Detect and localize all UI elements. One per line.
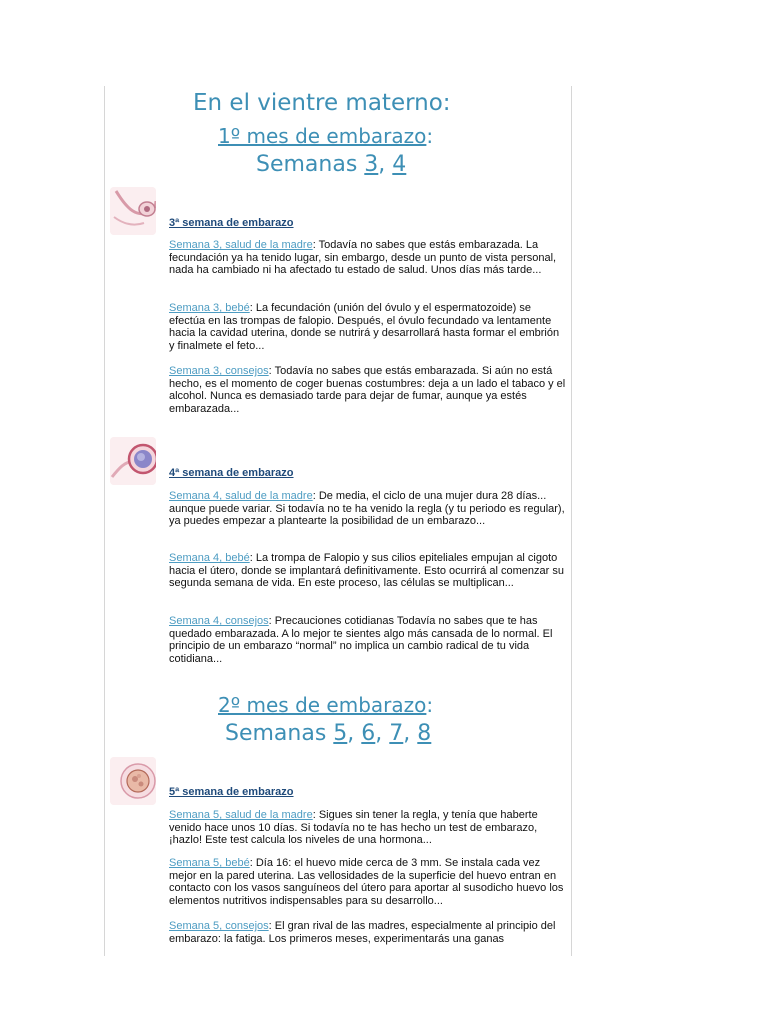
paragraph-week3-mother [169, 239, 567, 277]
text-week3-advice: : Todavía no sabes que estás embarazada. Si aún no está hecho, es el momento de coger buenas costumbres: deja a un lado el tabaco y el alcohol. Nunca es demasiado tarde para dejar de fumar, aunque ya estés embarazada... [169, 365, 566, 415]
link-week5-advice[interactable]: Semana 5, consejos [169, 920, 269, 932]
month-link-2[interactable]: 2º mes de embarazo [218, 693, 427, 717]
weeks-separator: , [347, 721, 362, 746]
paragraph-week5-advice [169, 920, 567, 945]
text-week5-advice: : El gran rival de las madres, especialmente al principio del embarazo: la fatiga. Los primeros meses, experimentarás una ganas [169, 920, 556, 945]
week-heading-5[interactable]: 5ª semana de embarazo [169, 786, 294, 798]
link-week4-baby[interactable]: Semana 4, bebé [169, 552, 250, 564]
weeks-separator: , [378, 152, 393, 177]
text-week3-baby: : La fecundación (unión del óvulo y el espermatozoide) se efectúa en las trompas de falopio. Después, el óvulo fecundado va lentamente hacia la cavidad uterina, donde se nutrirá y desarrollará hasta formar el embrión y finalmete el feto... [169, 302, 560, 352]
text-week4-mother: : De media, el ciclo de una mujer dura 28 días... aunque puede variar. Si todavía no te ha venido la regla (y tu periodo es regular), ya puedes empezar a plantearte la posibilidad de un embarazo... [169, 490, 565, 528]
week-heading-4[interactable]: 4ª semana de embarazo [169, 467, 294, 479]
uterus-icon[interactable] [110, 187, 156, 235]
week-link-5[interactable]: 5 [333, 721, 348, 746]
text-week4-baby: : La trompa de Falopio y sus cilios epiteliales empujan al cigoto hacia el útero, donde se implantará definitivamente. Esto ocurrirá al comenzar su segunda semana de vida. En este proceso, las células se multiplican... [169, 552, 564, 590]
weeks-prefix: Semanas [225, 721, 334, 746]
month-link-1[interactable]: 1º mes de embarazo [218, 124, 427, 148]
paragraph-week5-baby [169, 857, 567, 907]
link-week3-baby[interactable]: Semana 3, bebé [169, 302, 250, 314]
paragraph-week4-mother [169, 490, 567, 528]
weeks-separator: , [375, 721, 390, 746]
embryo-cell-icon[interactable] [110, 757, 156, 805]
week-link-3[interactable]: 3 [364, 152, 379, 177]
week-link-8[interactable]: 8 [417, 721, 432, 746]
month-heading-2 [218, 693, 433, 717]
text-week3-mother: : Todavía no sabes que estás embarazada. La fecundación ya ha tenido lugar, sin embargo, desde un punto de vista personal, nada ha cambiado ni ha afectado tu estado de salud. Unos días más tarde... [169, 239, 557, 277]
month-heading-1 [218, 124, 433, 148]
link-week5-mother[interactable]: Semana 5, salud de la madre [169, 809, 313, 821]
paragraph-week4-advice [169, 615, 567, 665]
link-week4-mother[interactable]: Semana 4, salud de la madre [169, 490, 313, 502]
paragraph-week5-mother [169, 809, 567, 847]
embryo-sac-icon[interactable] [110, 437, 156, 485]
weeks-prefix: Semanas [256, 152, 365, 177]
month-colon: : [426, 693, 434, 717]
text-week5-mother: : Sigues sin tener la regla, y tenía que haberte venido hace unos 10 días. Si todavía no te has hecho un test de embarazo, ¡hazlo! Este test calcula los niveles de una hormona... [169, 809, 538, 847]
week-heading-3[interactable]: 3ª semana de embarazo [169, 217, 294, 229]
weeks-line-1 [256, 152, 406, 177]
weeks-separator: , [403, 721, 418, 746]
text-week5-baby: : Día 16: el huevo mide cerca de 3 mm. Se instala cada vez mejor en la pared uterina. Las vellosidades de la superficie del huevo entran en contacto con los vasos sanguíneos del útero para aportar al susodicho huevo los elementos nutritivos indispensables para su desarrollo... [169, 857, 564, 907]
paragraph-week3-baby [169, 302, 567, 352]
paragraph-week3-advice [169, 365, 567, 415]
weeks-line-2 [225, 721, 431, 746]
week-link-7[interactable]: 7 [389, 721, 404, 746]
link-week5-baby[interactable]: Semana 5, bebé [169, 857, 250, 869]
link-week3-advice[interactable]: Semana 3, consejos [169, 365, 269, 377]
link-week4-advice[interactable]: Semana 4, consejos [169, 615, 269, 627]
week-link-6[interactable]: 6 [361, 721, 376, 746]
paragraph-week4-baby [169, 552, 567, 590]
month-colon: : [426, 124, 434, 148]
text-week4-advice: : Precauciones cotidianas Todavía no sabes que te has quedado embarazada. A lo mejor te sientes algo más cansada de lo normal. El principio de un embarazo “normal” no implica un cambio radical de tu vida cotidiana... [169, 615, 553, 665]
week-link-4[interactable]: 4 [392, 152, 407, 177]
link-week3-mother[interactable]: Semana 3, salud de la madre [169, 239, 313, 251]
page-title: En el vientre materno: [193, 90, 451, 116]
